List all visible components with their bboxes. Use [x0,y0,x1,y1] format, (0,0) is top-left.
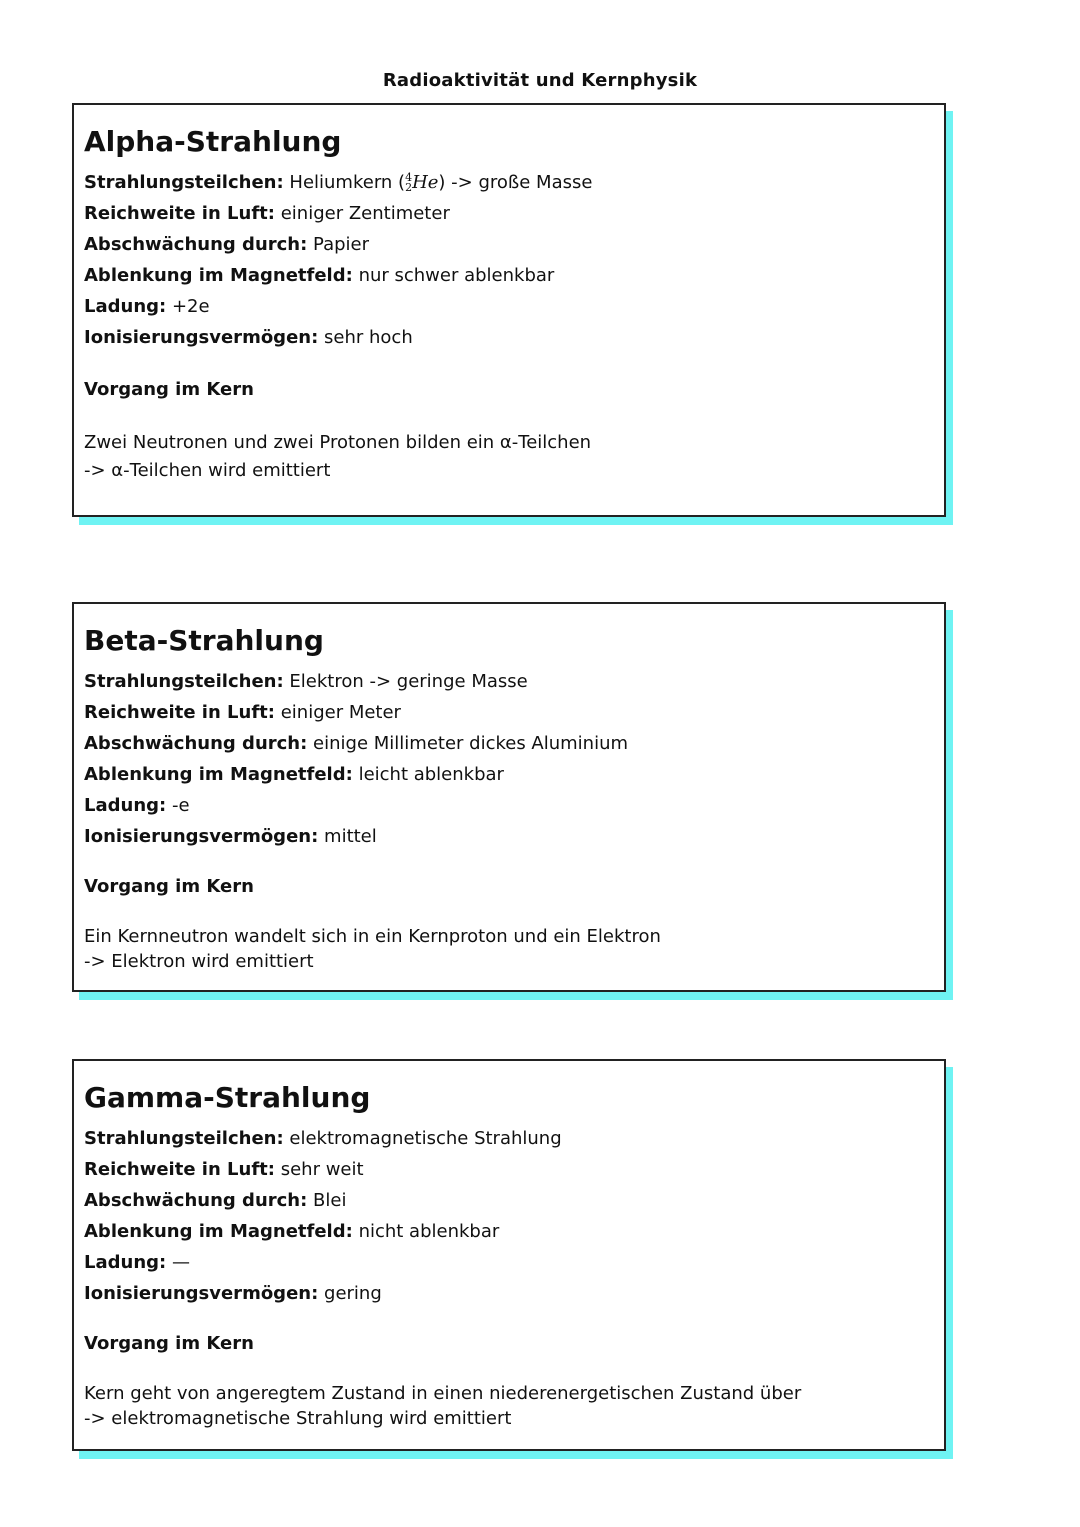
property-list [84,666,628,852]
property-row: Abschwächung durch: einige Millimeter dickes Aluminium [84,733,629,754]
section-title: Alpha-Strahlung [84,125,342,158]
vorgang-text: Ein Kernneutron wandelt sich in ein Kernproton und ein Elektron -> Elektron wird emittiert [84,926,661,972]
property-key: Strahlungsteilchen: [84,172,284,193]
property-row: Ladung: — [84,1252,190,1273]
property-value: Heliumkern ( 4 2 He) -> große Masse [289,171,593,194]
vorgang-text: Zwei Neutronen und zwei Protonen bilden ein α-Teilchen -> α-Teilchen wird emittiert [84,432,592,481]
property-row: Ablenkung im Magnetfeld: leicht ablenkbar [84,764,504,785]
page-title: Radioaktivität und Kernphysik [382,70,698,91]
property-row: Reichweite in Luft: sehr weit [84,1159,364,1180]
property-row: Reichweite in Luft: einiger Zentimeter [84,203,450,224]
property-row: Ablenkung im Magnetfeld: nicht ablenkbar [84,1221,500,1242]
vorgang-heading: Vorgang im Kern [84,876,254,897]
property-list [84,1123,562,1309]
property-row: Abschwächung durch: Papier [84,234,370,255]
vorgang-heading: Vorgang im Kern [84,1333,254,1354]
property-row: Strahlungsteilchen: elektromagnetische Strahlung [84,1128,562,1149]
property-row [84,167,592,198]
property-row: Ladung: -e [84,795,190,816]
section-title: Gamma-Strahlung [84,1081,371,1114]
section-title: Beta-Strahlung [84,624,324,657]
property-row: Ionisierungsvermögen: gering [84,1283,382,1304]
property-row: Ablenkung im Magnetfeld: nur schwer ablenkbar [84,265,555,286]
property-row: Strahlungsteilchen: Elektron -> geringe Masse [84,671,528,692]
helium-nucleus-symbol: 4 2 He [405,171,439,194]
alpha-card [72,103,946,517]
property-row: Ionisierungsvermögen: sehr hoch [84,327,413,348]
vorgang-text: Kern geht von angeregtem Zustand in einen niederenergetischen Zustand über -> elektromagnetische Strahlung wird emittiert [84,1383,802,1429]
property-list [84,167,592,353]
property-row: Reichweite in Luft: einiger Meter [84,702,401,723]
property-row: Ladung: +2e [84,296,210,317]
beta-card [72,602,946,992]
property-row: Ionisierungsvermögen: mittel [84,826,377,847]
gamma-card [72,1059,946,1451]
vorgang-heading: Vorgang im Kern [84,379,254,400]
property-row: Abschwächung durch: Blei [84,1190,347,1211]
